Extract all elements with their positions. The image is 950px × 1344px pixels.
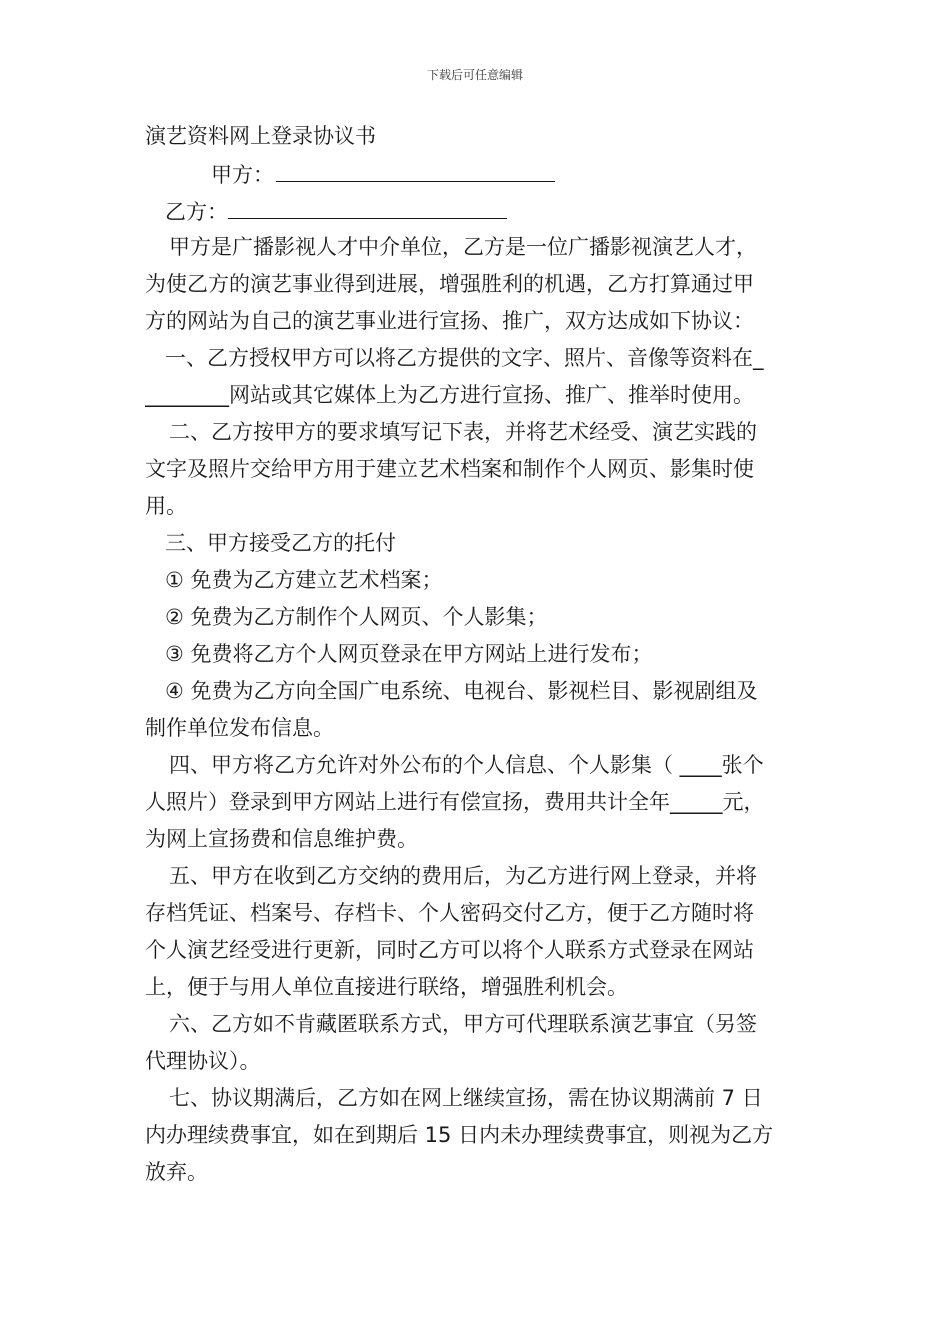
party-a-label: 甲方： bbox=[211, 163, 274, 187]
clause-3-heading: 三、甲方接受乙方的托付 bbox=[165, 531, 396, 555]
clause-2-line: 文字及照片交给甲方用于建立艺术档案和制作个人网页、影集时使 bbox=[145, 457, 754, 481]
party-a-line bbox=[145, 155, 810, 192]
clause-5-line: 存档凭证、档案号、存档卡、个人密码交付乙方，便于乙方随时将 bbox=[145, 901, 754, 925]
clause-7-line: 七、协议期满后，乙方如在网上继续宣扬，需在协议期满前 7 日 bbox=[169, 1086, 763, 1110]
clause-3-item: ① 免费为乙方建立艺术档案； bbox=[165, 568, 443, 592]
party-b-line bbox=[145, 192, 810, 229]
clause-6-line: 代理协议）。 bbox=[145, 1049, 261, 1073]
clause-3-item: 制作单位发布信息。 bbox=[145, 716, 334, 740]
clause-4-line: 人照片）登录到甲方网站上进行有偿宣扬，费用共计全年_____元， bbox=[145, 790, 765, 814]
intro-line: 为使乙方的演艺事业得到进展，增强胜利的机遇，乙方打算通过甲 bbox=[145, 272, 754, 296]
party-a-blank bbox=[276, 155, 555, 182]
clause-2-line: 用。 bbox=[145, 494, 187, 518]
document-body bbox=[145, 118, 810, 1191]
clause-5-line: 五、甲方在收到乙方交纳的费用后，为乙方进行网上登录，并将 bbox=[169, 864, 757, 888]
clause-3-item: ④ 免费为乙方向全国广电系统、电视台、影视栏目、影视剧组及 bbox=[165, 679, 758, 703]
clause-3-item: ② 免费为乙方制作个人网页、个人影集； bbox=[165, 605, 548, 629]
clause-7-line: 内办理续费事宜，如在到期后 15 日内未办理续费事宜，则视为乙方 bbox=[145, 1123, 774, 1147]
clause-5-line: 个人演艺经受进行更新，同时乙方可以将个人联系方式登录在网站 bbox=[145, 938, 754, 962]
intro-line: 方的网站为自己的演艺事业进行宣扬、推广，双方达成如下协议： bbox=[145, 309, 754, 333]
party-b-label: 乙方： bbox=[165, 200, 228, 224]
clause-5-line: 上，便于与用人单位直接进行联络，增强胜利机会。 bbox=[145, 975, 628, 999]
document-title: 演艺资料网上登录协议书 bbox=[145, 124, 376, 148]
clause-7-line: 放弃。 bbox=[145, 1160, 208, 1184]
clause-1-line: ________网站或其它媒体上为乙方进行宣扬、推广、推举时使用。 bbox=[145, 383, 754, 407]
clause-4-line: 四、甲方将乙方允许对外公布的个人信息、个人影集（ ____张个 bbox=[169, 753, 764, 777]
clause-6-line: 六、乙方如不肯藏匿联系方式，甲方可代理联系演艺事宜（另签 bbox=[169, 1012, 757, 1036]
intro-line: 甲方是广播影视人才中介单位，乙方是一位广播影视演艺人才， bbox=[169, 235, 757, 259]
clause-4-line: 为网上宣扬费和信息维护费。 bbox=[145, 827, 418, 851]
clause-2-line: 二、乙方按甲方的要求填写记下表，并将艺术经受、演艺实践的 bbox=[169, 420, 757, 444]
clause-3-item: ③ 免费将乙方个人网页登录在甲方网站上进行发布； bbox=[165, 642, 653, 666]
party-b-blank bbox=[228, 192, 507, 219]
clause-1-line: 一、乙方授权甲方可以将乙方提供的文字、照片、音像等资料在_ bbox=[165, 346, 764, 370]
page-header: 下载后可任意编辑 bbox=[426, 68, 523, 82]
